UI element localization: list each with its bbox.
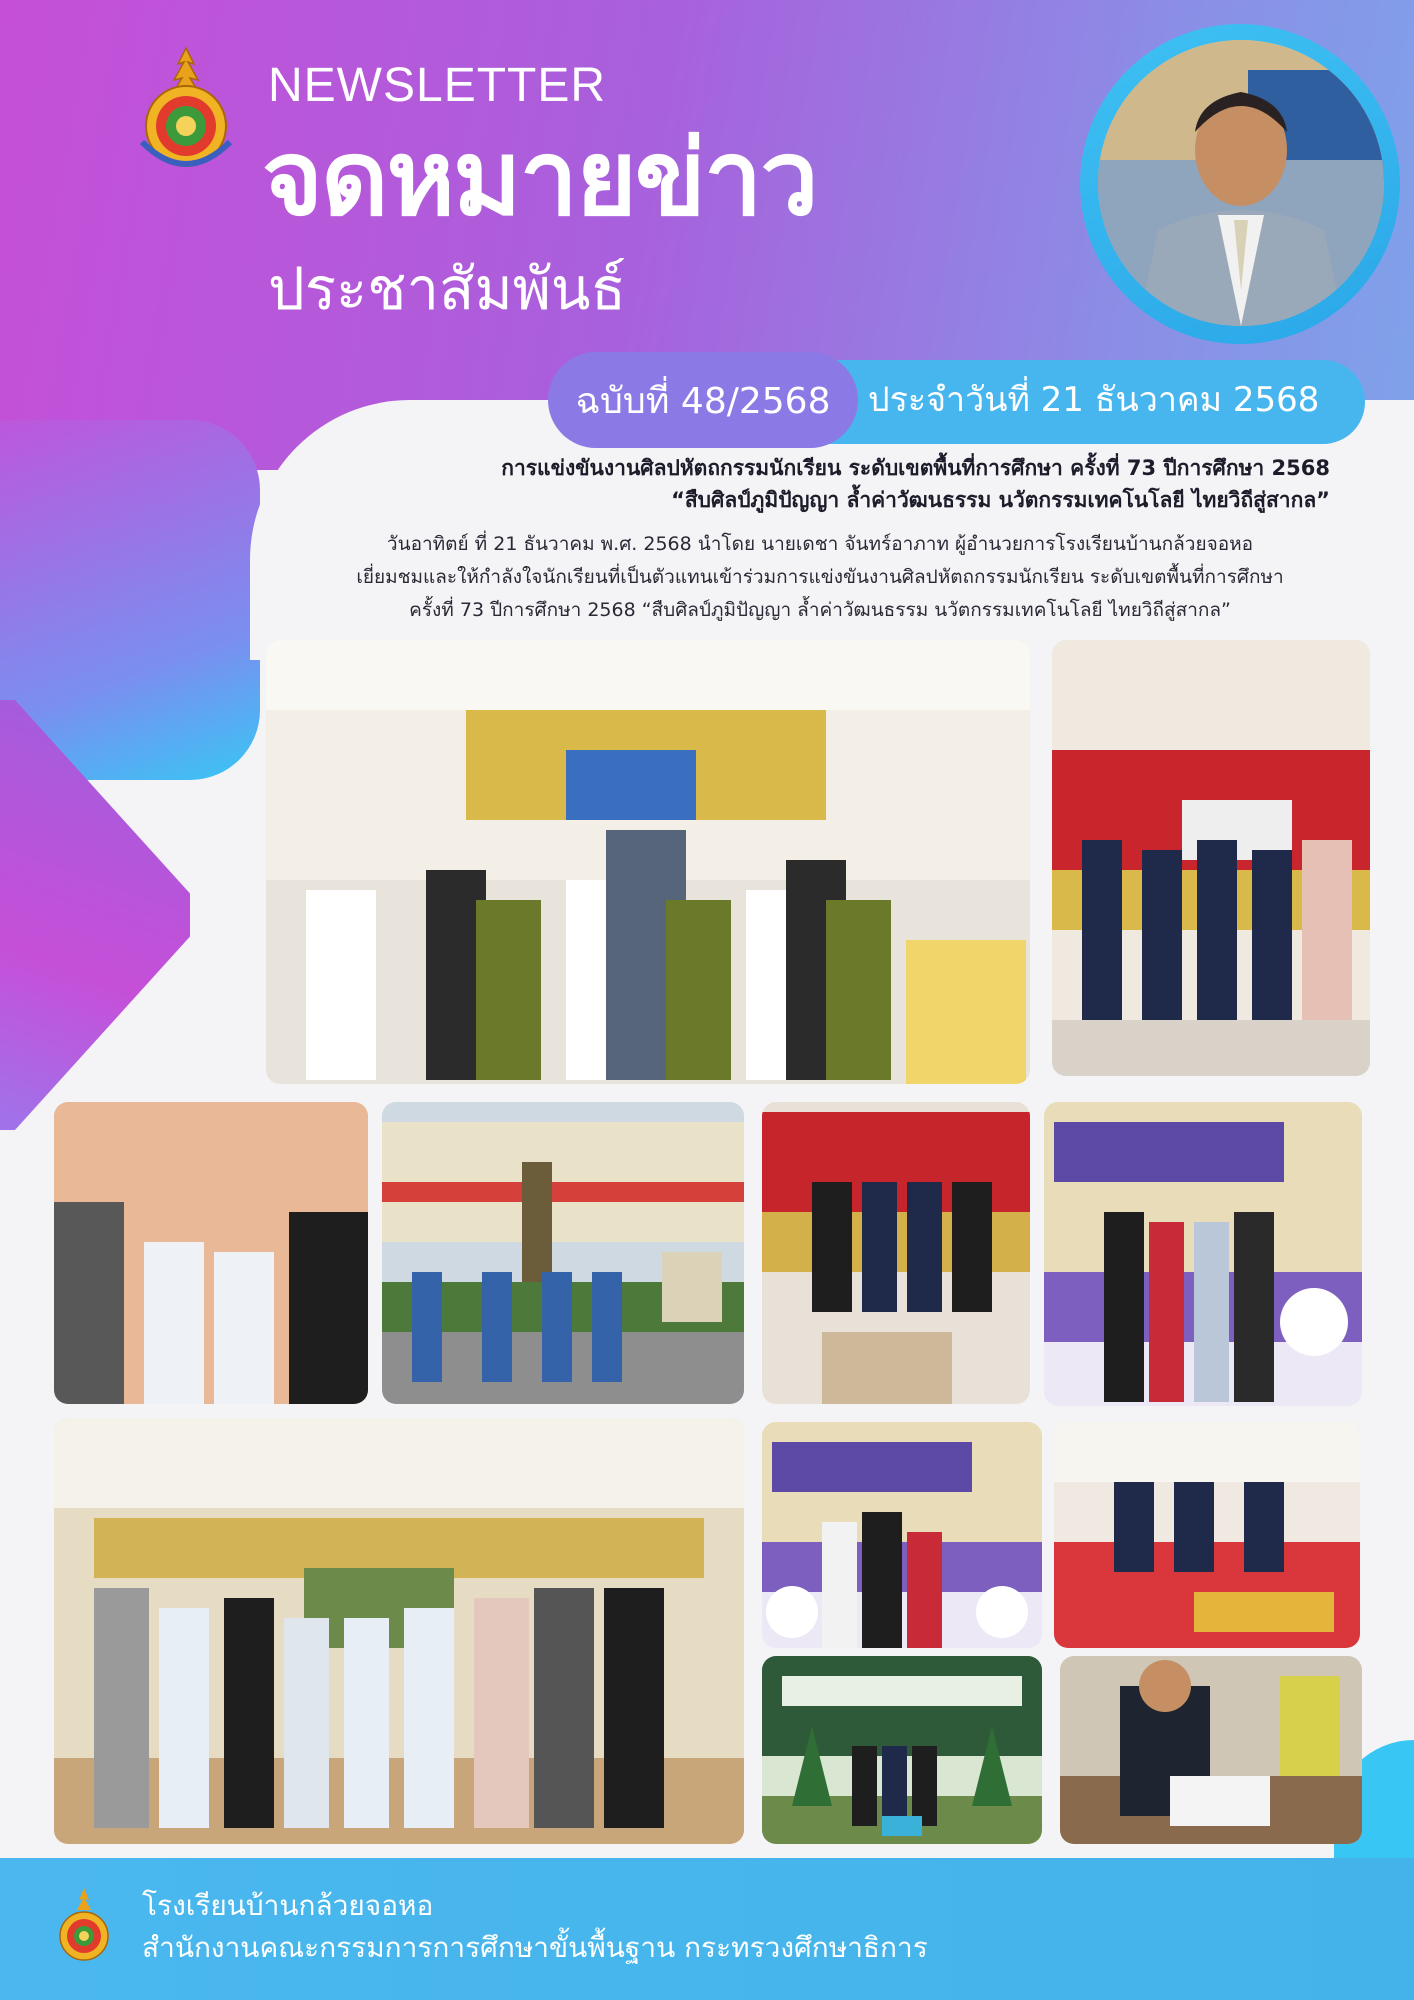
body-line-3: ครั้งที่ 73 ปีการศึกษา 2568 “สืบศิลป์ภูมิปัญญา ล้ำค่าวัฒนธรรม นวัตกรรมเทคโนโลยี ไทยวิถีสู่สากล” <box>409 599 1231 621</box>
photo-hall-group <box>266 640 1030 1084</box>
newsletter-label: NEWSLETTER <box>268 59 607 112</box>
decorative-shape-left <box>0 420 260 780</box>
photo-banner-group-2 <box>762 1422 1042 1648</box>
headline-line-1: การแข่งขันงานศิลปหัตถกรรมนักเรียน ระดับเขตพื้นที่การศึกษา ครั้งที่ 73 ปีการศึกษา 2568 <box>501 456 1330 480</box>
photo-student-drawing <box>1060 1656 1362 1844</box>
photo-classroom-group <box>54 1418 744 1844</box>
footer-office-name: สำนักงานคณะกรรมการการศึกษาขั้นพื้นฐาน กระทรวงศึกษาธิการ <box>142 1931 928 1964</box>
footer-school-name: โรงเรียนบ้านกล้วยจอหอ <box>142 1889 434 1922</box>
headline-line-2: “สืบศิลป์ภูมิปัญญา ล้ำค่าวัฒนธรรม นวัตกรรมเทคโนโลยี ไทยวิถีสู่สากล” <box>671 488 1330 512</box>
photo-stage-red-curtain <box>762 1102 1030 1404</box>
body-line-2: เยี่ยมชมและให้กำลังใจนักเรียนที่เป็นตัวแทนเข้าร่วมการแข่งขันงานศิลปหัตถกรรมนักเรียน ระดับเขตพื้นที่การศึกษา <box>356 566 1284 588</box>
footer-emblem-icon <box>54 1886 114 1966</box>
photo-stage-group <box>1052 640 1370 1076</box>
photo-students-wall <box>54 1102 368 1404</box>
newsletter-title: จดหมายข่าว <box>262 117 817 239</box>
photo-drawing-room <box>1054 1422 1360 1648</box>
newsletter-subtitle: ประชาสัมพันธ์ <box>268 255 626 323</box>
article-headline <box>300 452 1330 516</box>
photo-school-sign <box>762 1656 1042 1844</box>
body-line-1: วันอาทิตย์ ที่ 21 ธันวาคม พ.ศ. 2568 นำโดย นายเดชา จันทร์อาภาท ผู้อำนวยการโรงเรียนบ้านกล้วยจอหอ <box>386 533 1254 555</box>
article-body <box>300 528 1340 627</box>
photo-school-building <box>382 1102 744 1404</box>
photo-competition-banner <box>1044 1102 1362 1406</box>
issue-number-badge: ฉบับที่ 48/2568 <box>548 352 858 448</box>
director-portrait-photo <box>1098 40 1384 326</box>
issue-date: ประจำวันที่ 21 ธันวาคม 2568 <box>868 380 1320 420</box>
school-emblem-icon <box>128 46 244 176</box>
